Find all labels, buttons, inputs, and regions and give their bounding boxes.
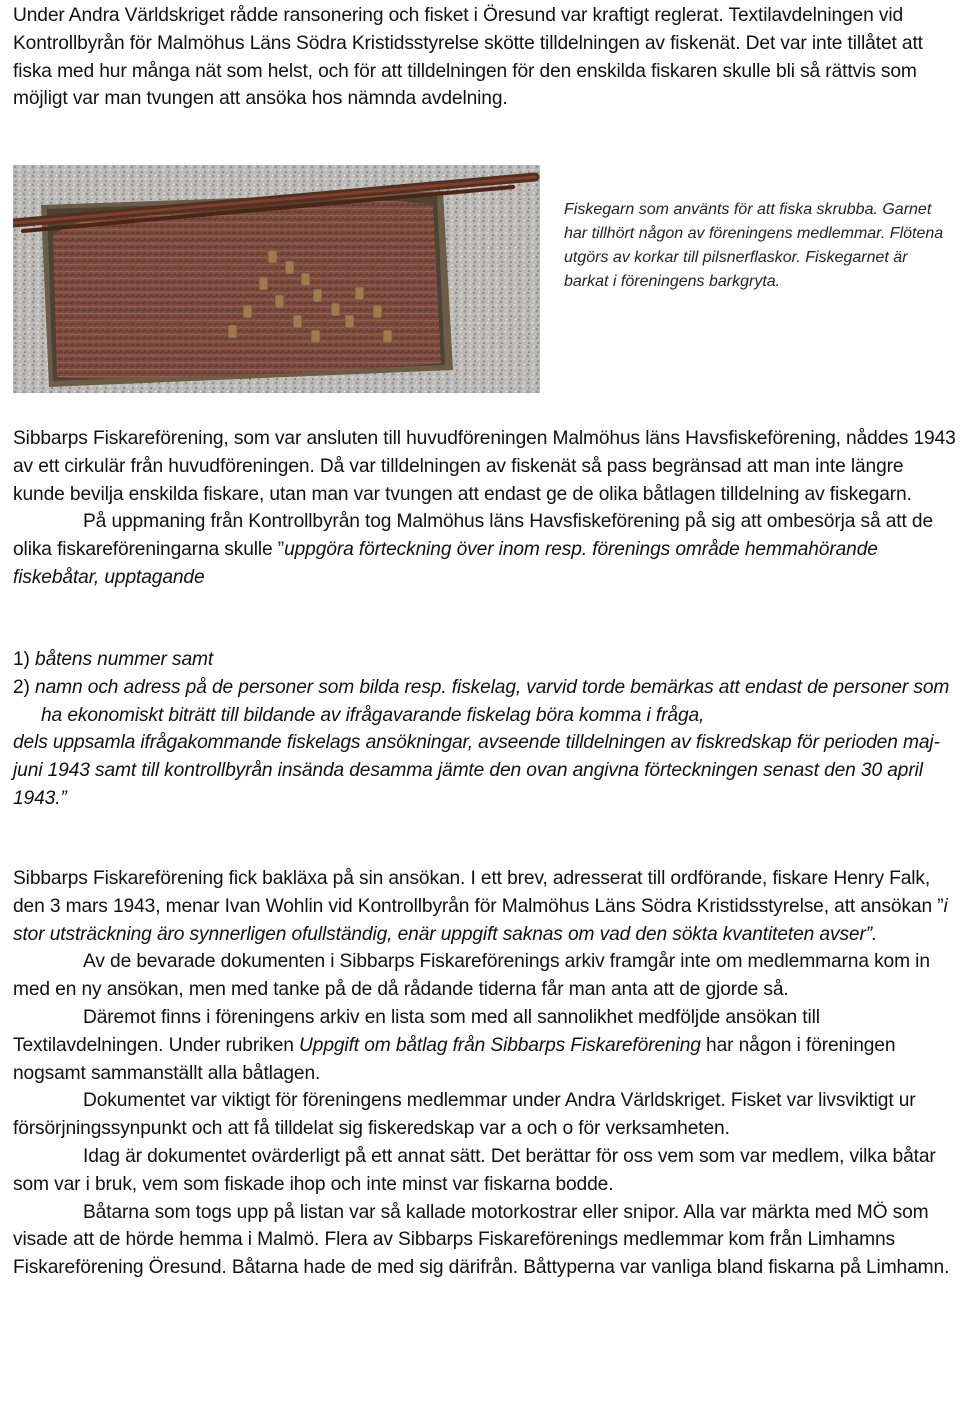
list-item: [13, 646, 958, 674]
tail-paragraph-5: Idag är dokumentet ovärderligt på ett annat sätt. Det berättar för oss vem som var medlem, vilka båtar som var i bruk, vem som fiskade ihop och inte minst var fiskarna bodde.: [13, 1145, 936, 1195]
list-item-number: 2): [13, 676, 30, 698]
tail-paragraph-1: [13, 865, 958, 948]
list-item-text: namn och adress på de personer som bilda resp. fiskelag, varvid torde bemärkas att endast de personer som ha ekonomiskt biträtt till bildande av ifrågavarande fiskelag böra komma i fråga,: [35, 676, 950, 726]
list-item: [13, 674, 958, 730]
main-paragraph-2-text: På uppmaning från Kontrollbyrån tog Malmöhus läns Havsfiskeförening på sig att ombesörja så att de olika fiskareföreningarna skulle ”: [13, 511, 934, 561]
tail-paragraph-3: [13, 1004, 958, 1087]
tail-paragraph-1-quote: i stor utsträckning äro synnerligen ofullständig, enär uppgift saknas om vad den sökta kvantiteten avser”.: [13, 895, 948, 945]
fishing-net-photo: [13, 165, 540, 393]
tail-paragraph-3-text: Däremot finns i föreningens arkiv en lista som med all sannolikhet medföljde ansökan till Textilavdelningen. Under rubriken: [13, 1006, 820, 1056]
list-item-text: båtens nummer samt: [35, 649, 214, 670]
tail-paragraph-4: Dokumentet var viktigt för föreningens medlemmar under Andra Världskriget. Fisket var livsviktigt ur försörjningssynpunkt och att få tilldelat sig fiskeredskap var a och o för verksamheten.: [13, 1090, 916, 1140]
tail-paragraph-3-title: Uppgift om båtlag från Sibbarps Fiskareförening: [299, 1034, 701, 1056]
tail-section: [13, 865, 958, 1282]
tail-paragraph-1-text: Sibbarps Fiskareförening fick bakläxa på sin ansökan. I ett brev, adresserat till ordförande, fiskare Henry Falk, den 3 mars 1943, menar Ivan Wohlin vid Kontrollbyrån för Malmöhus Läns Södra Kristidsstyrelse, att ansökan ”: [13, 868, 944, 917]
main-paragraph-2: [13, 508, 958, 591]
main-section: [13, 425, 958, 592]
tail-paragraph-3-end: har någon i föreningen nogsamt sammanställt alla båtlagen.: [13, 1034, 896, 1084]
intro-text: Under Andra Världskriget rådde ransonering och fisket i Öresund var kraftigt reglerat. Textilavdelningen vid Kontrollbyrån för Malmöhus Läns Södra Kristidsstyrelse skötte tilldelningen av fiskenät. Det var inte tillåtet att fiska med hur många nät som helst, och för att tilldelningen för den enskilda fiskaren skulle bli så rättvis som möjligt var man tvungen att ansöka hos nämnda avdelning.: [13, 5, 923, 110]
tail-paragraph-6: Båtarna som togs upp på listan var så kallade motorkostrar eller snipor. Alla var märkta med MÖ som visade att de hörde hemma i Malmö. Flera av Sibbarps Fiskareförenings medlemmar kom från Limhamns Fiskareförening Öresund. Båtarna hade de med sig därifrån. Båttyperna var vanliga bland fiskarna på Limhamn.: [13, 1201, 950, 1279]
photo-caption: Fiskegarn som använts för att fiska skrubba. Garnet har tillhört någon av föreningens medlemmar. Flötena utgörs av korkar till pilsnerflaskor. Fiskegarnet är barkat i föreningens barkgryta.: [564, 201, 944, 290]
main-paragraph-2-quote: uppgöra förteckning över inom resp. förenings område hemmahörande fiskebåtar, upptagande: [13, 539, 878, 588]
main-paragraph-1: Sibbarps Fiskareförening, som var ansluten till huvudföreningen Malmöhus läns Havsfiskeförening, nåddes 1943 av ett cirkulär från huvudföreningen. Då var tilldelningen av fiskenät så pass begränsad att man inte längre kunde bevilja enskilda fiskare, utan man var tvungen att endast ge de olika båtlagen tilldelning av fiskegarn.: [13, 428, 956, 505]
list-closing: dels uppsamla ifrågakommande fiskelags ansökningar, avseende tilldelningen av fiskredskap för perioden maj-juni 1943 samt till kontrollbyrån insända desamma jämte den ovan angivna förteckningen senast den 30 april 1943.”: [13, 732, 940, 809]
figure: [13, 165, 958, 395]
tail-paragraph-2: Av de bevarade dokumenten i Sibbarps Fiskareförenings arkiv framgår inte om medlemmarna kom in med en ny ansökan, men med tanke på de då rådande tiderna får man anta att de gjorde så.: [13, 951, 930, 1001]
intro-paragraph: [13, 2, 958, 113]
list-item-number: 1): [13, 649, 30, 670]
requirement-list: [13, 646, 958, 813]
